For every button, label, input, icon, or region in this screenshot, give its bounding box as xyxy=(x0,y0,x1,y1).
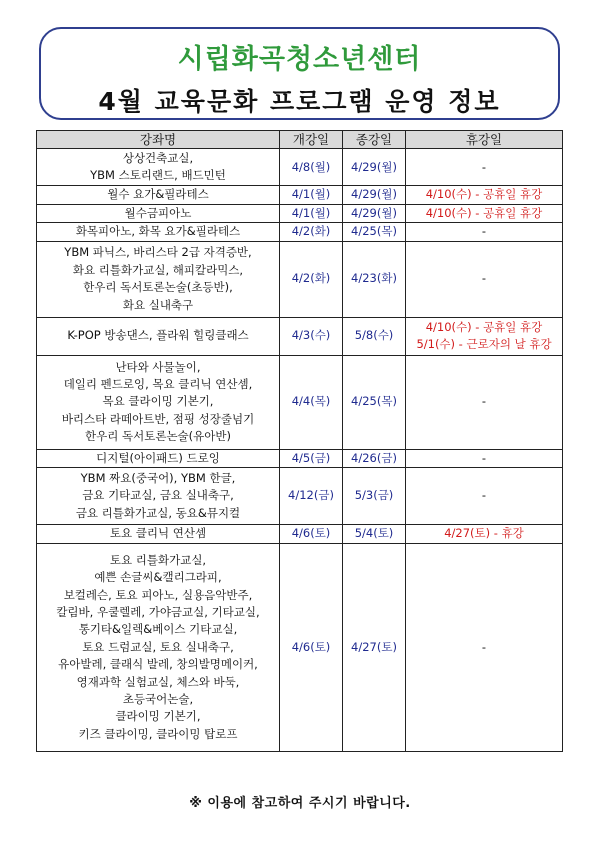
course-name-line: 난타와 사물놀이, xyxy=(115,359,201,374)
course-name-line: 월수금피아노 xyxy=(124,205,192,220)
start-date-cell: 4/6(토) xyxy=(280,544,343,752)
off-day-line: - xyxy=(481,450,487,465)
off-days-cell xyxy=(406,241,563,317)
table-row xyxy=(37,544,563,752)
course-name-line: 유아발레, 클래식 발레, 창의발명메이커, xyxy=(58,657,258,672)
table-row xyxy=(37,186,563,204)
off-day-line: - xyxy=(481,159,487,174)
center-title: 시립화곡청소년센터 xyxy=(177,44,422,75)
course-names-cell xyxy=(37,449,280,467)
column-header-course: 강좌명 xyxy=(37,131,280,149)
course-name-line: 통기타&일렉&베이스 기타교실, xyxy=(78,622,238,637)
off-day-line: - xyxy=(481,271,487,286)
course-name-line: 예쁜 손글씨&캘리그라피, xyxy=(94,570,222,585)
table-row xyxy=(37,468,563,525)
course-name-line: 금요 기타교실, 금요 실내축구, xyxy=(82,488,234,503)
course-name-line: 토요 드럼교실, 토요 실내축구, xyxy=(82,639,234,654)
course-names-cell xyxy=(37,468,280,525)
off-days-cell xyxy=(406,204,563,222)
column-header-start: 개강일 xyxy=(280,131,343,149)
course-name-line: 한우리 독서토론논술(초등반), xyxy=(83,280,233,295)
off-day-line: 5/1(수) - 근로자의 날 휴강 xyxy=(416,337,552,352)
course-names-cell xyxy=(37,355,280,449)
table-row xyxy=(37,241,563,317)
schedule-table xyxy=(36,130,563,752)
end-date-cell: 5/3(금) xyxy=(343,468,406,525)
off-days-cell xyxy=(406,468,563,525)
off-days-cell xyxy=(406,186,563,204)
course-name-line: 화요 리틀화가교실, 해피칼라믹스, xyxy=(72,262,244,277)
off-day-line: 4/10(수) - 공휴일 휴강 xyxy=(425,205,543,220)
off-day-line: 4/27(토) - 휴강 xyxy=(444,526,524,541)
table-row xyxy=(37,317,563,355)
program-subtitle: 4월 교육문화 프로그램 운영 정보 xyxy=(98,87,501,116)
course-names-cell xyxy=(37,149,280,186)
course-names-cell xyxy=(37,186,280,204)
course-name-line: 목요 클라이밍 기본기, xyxy=(102,394,214,409)
start-date-cell: 4/2(화) xyxy=(280,223,343,241)
start-date-cell: 4/8(월) xyxy=(280,149,343,186)
end-date-cell: 4/29(월) xyxy=(343,204,406,222)
end-date-cell: 4/29(월) xyxy=(343,186,406,204)
course-name-line: 바리스타 라떼아트반, 점핑 성장줄넘기 xyxy=(61,411,255,426)
table-row xyxy=(37,204,563,222)
end-date-cell: 5/8(수) xyxy=(343,317,406,355)
course-names-cell xyxy=(37,544,280,752)
end-date-cell: 4/23(화) xyxy=(343,241,406,317)
title-box xyxy=(39,27,560,120)
off-day-line: 4/10(수) - 공휴일 휴강 xyxy=(425,187,543,202)
course-names-cell xyxy=(37,204,280,222)
course-name-line: 칼림바, 우쿨렐레, 가야금교실, 기타교실, xyxy=(56,605,260,620)
course-name-line: K-POP 방송댄스, 플라워 힐링클래스 xyxy=(67,328,249,343)
start-date-cell: 4/6(토) xyxy=(280,525,343,544)
off-day-line: - xyxy=(481,639,487,654)
course-name-line: YBM 스토리랜드, 배드민턴 xyxy=(90,168,226,183)
off-day-line: - xyxy=(481,394,487,409)
end-date-cell: 5/4(토) xyxy=(343,525,406,544)
column-header-off: 휴강일 xyxy=(406,131,563,149)
end-date-cell: 4/27(토) xyxy=(343,544,406,752)
start-date-cell: 4/1(월) xyxy=(280,186,343,204)
start-date-cell: 4/4(목) xyxy=(280,355,343,449)
end-date-cell: 4/29(월) xyxy=(343,149,406,186)
course-name-line: 키즈 클라이밍, 클라이밍 탑로프 xyxy=(78,726,238,741)
course-names-cell xyxy=(37,317,280,355)
off-days-cell xyxy=(406,149,563,186)
off-day-line: - xyxy=(481,488,487,503)
course-name-line: YBM 파닉스, 바리스타 2급 자격증반, xyxy=(64,245,252,260)
start-date-cell: 4/3(수) xyxy=(280,317,343,355)
start-date-cell: 4/5(금) xyxy=(280,449,343,467)
end-date-cell: 4/26(금) xyxy=(343,449,406,467)
course-name-line: 보컬레슨, 토요 피아노, 실용음악반주, xyxy=(63,587,253,602)
course-name-line: 토요 클리닉 연산셈 xyxy=(109,526,207,541)
course-name-line: 화목피아노, 화목 요가&필라테스 xyxy=(75,224,241,239)
course-name-line: 클라이밍 기본기, xyxy=(115,709,201,724)
footer-note: ※ 이용에 참고하여 주시기 바랍니다. xyxy=(189,796,411,811)
course-name-line: 금요 리틀화가교실, 동요&뮤지컬 xyxy=(75,505,241,520)
off-days-cell xyxy=(406,355,563,449)
table-row xyxy=(37,223,563,241)
start-date-cell: 4/2(화) xyxy=(280,241,343,317)
course-name-line: 디지털(아이패드) 드로잉 xyxy=(96,450,220,465)
off-day-line: 4/10(수) - 공휴일 휴강 xyxy=(425,319,543,334)
off-days-cell xyxy=(406,525,563,544)
table-row xyxy=(37,149,563,186)
start-date-cell: 4/12(금) xyxy=(280,468,343,525)
table-header-row xyxy=(37,131,563,149)
off-days-cell xyxy=(406,317,563,355)
end-date-cell: 4/25(목) xyxy=(343,355,406,449)
table-row xyxy=(37,355,563,449)
off-day-line: - xyxy=(481,224,487,239)
course-name-line: 월수 요가&필라테스 xyxy=(107,187,209,202)
course-name-line: 영재과학 실험교실, 체스와 바둑, xyxy=(76,674,240,689)
course-names-cell xyxy=(37,223,280,241)
course-name-line: 한우리 독서토론논술(유아반) xyxy=(85,429,231,444)
off-days-cell xyxy=(406,449,563,467)
start-date-cell: 4/1(월) xyxy=(280,204,343,222)
table-row xyxy=(37,525,563,544)
table-row xyxy=(37,449,563,467)
end-date-cell: 4/25(목) xyxy=(343,223,406,241)
course-name-line: 상상건축교실, xyxy=(122,151,194,165)
course-name-line: YBM 짜요(중국어), YBM 한글, xyxy=(80,470,236,485)
course-name-line: 데일리 펜드로잉, 목요 클리닉 연산셈, xyxy=(63,377,253,392)
course-name-line: 화요 실내축구 xyxy=(122,297,194,312)
off-days-cell xyxy=(406,544,563,752)
course-name-line: 초등국어논술, xyxy=(122,692,194,707)
course-name-line: 토요 리틀화가교실, xyxy=(109,552,207,567)
course-names-cell xyxy=(37,241,280,317)
course-names-cell xyxy=(37,525,280,544)
off-days-cell xyxy=(406,223,563,241)
column-header-end: 종강일 xyxy=(343,131,406,149)
